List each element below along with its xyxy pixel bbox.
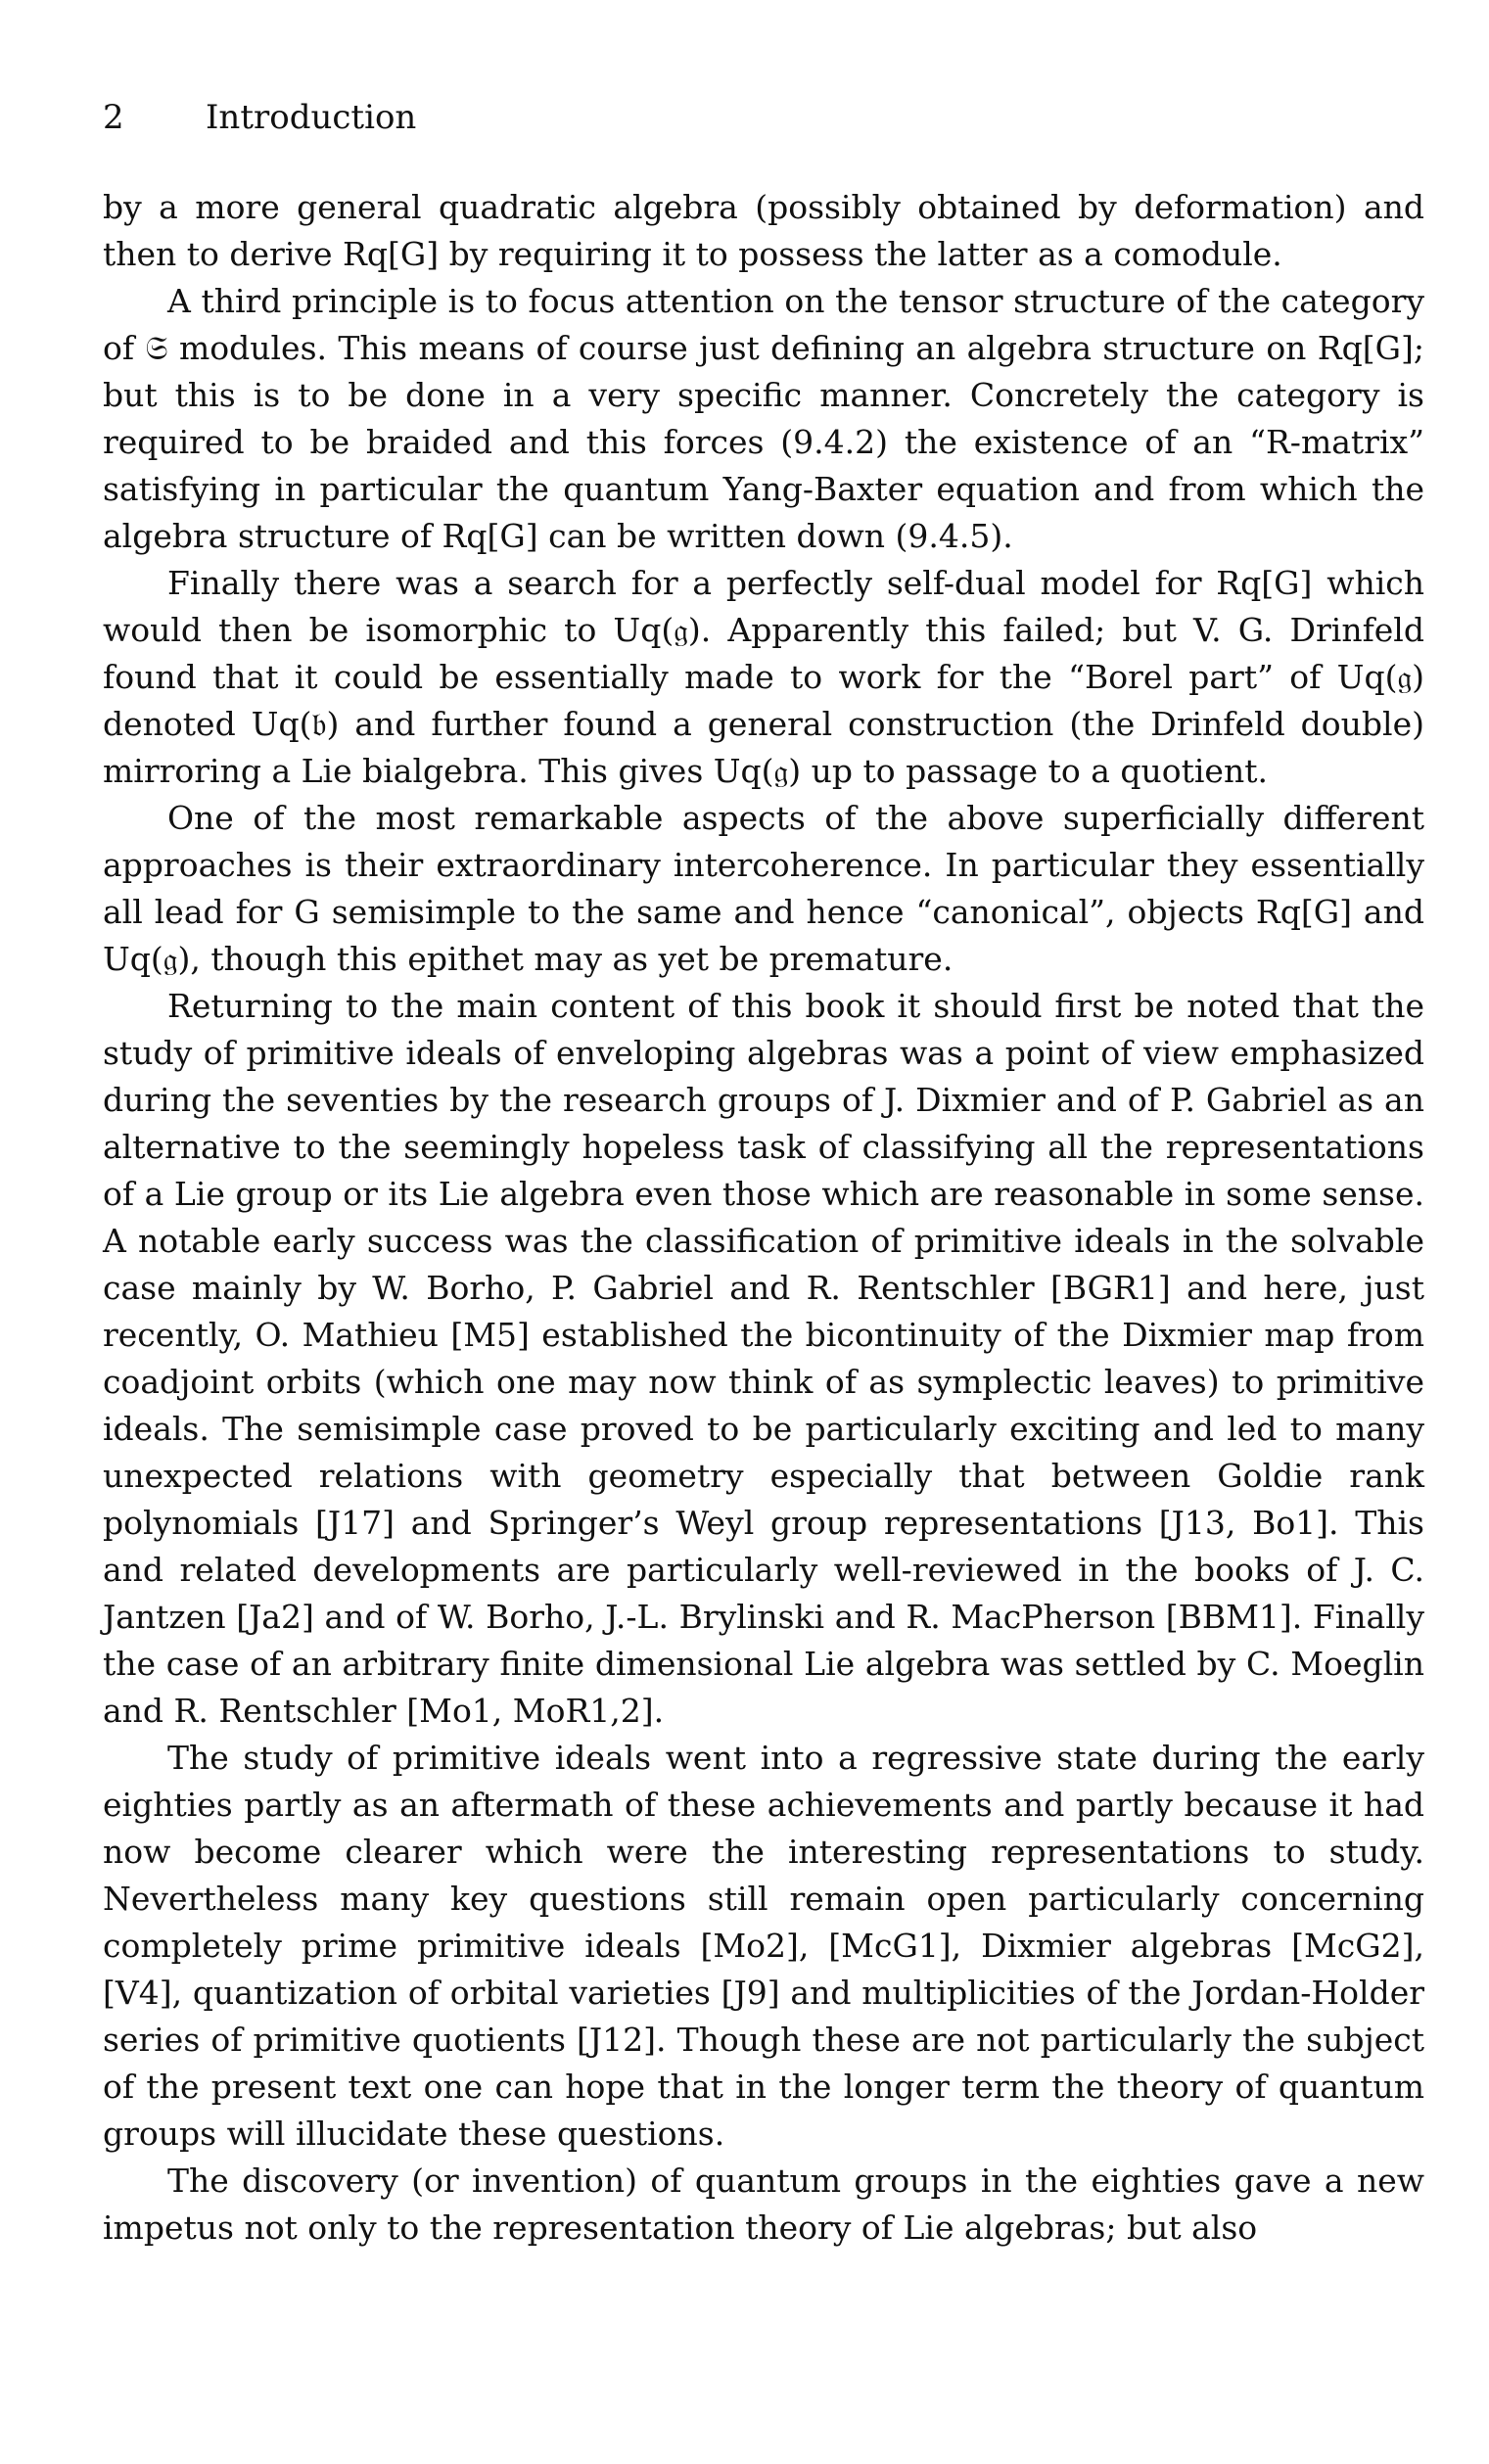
book-page [103,98,1424,2252]
section-title: Introduction [206,98,417,137]
body-text [103,184,1424,2252]
running-head [103,98,1424,137]
paragraph-7: The discovery (or invention) of quantum groups in the eighties gave a new impetus not only to the representation theory of Lie algebras; but also [103,2162,1424,2247]
paragraph-1: by a more general quadratic algebra (possibly obtained by deformation) and then to derive Rq[G] by requiring it to possess the latter as a comodule. [103,188,1424,273]
paragraph-2: A third principle is to focus attention on the tensor structure of the category of 𝔖 modules. This means of course just defining an algebra structure on Rq[G]; but this is to be done in a very specific manner. Concretely the category is required to be braided and this forces (9.4.2) the existence of an “R-matrix” satisfying in particular the quantum Yang-Baxter equation and from which the algebra structure of Rq[G] can be written down (9.4.5). [103,282,1424,555]
paragraph-4: One of the most remarkable aspects of the above superficially different approaches is their extraordinary intercoherence. In particular they essentially all lead for G semisimple to the same and hence “canonical”, objects Rq[G] and Uq(𝔤), though this epithet may as yet be premature. [103,799,1424,978]
page-number: 2 [103,98,124,137]
paragraph-5: Returning to the main content of this book it should first be noted that the study of primitive ideals of enveloping algebras was a point of view emphasized during the seventies by the research groups of J. Dixmier and of P. Gabriel as an alternative to the seemingly hopeless task of classifying all the representations of a Lie group or its Lie algebra even those which are reasonable in some sense. A notable early success was the classification of primitive ideals in the solvable case mainly by W. Borho, P. Gabriel and R. Rentschler [BGR1] and here, just recently, O. Mathieu [M5] established the bicontinuity of the Dixmier map from coadjoint orbits (which one may now think of as symplectic leaves) to primitive ideals. The semisimple case proved to be particularly exciting and led to many unexpected relations with geometry especially that between Goldie rank polynomials [J17] and Springer’s Weyl group representations [J13, Bo1]. This and related developments are particularly well-reviewed in the books of J. C. Jantzen [Ja2] and of W. Borho, J.-L. Brylinski and R. MacPherson [BBM1]. Finally the case of an arbitrary finite dimensional Lie algebra was settled by C. Moeglin and R. Rentschler [Mo1, MoR1,2]. [103,987,1424,1730]
paragraph-3: Finally there was a search for a perfectly self-dual model for Rq[G] which would then be isomorphic to Uq(𝔤). Apparently this failed; but V. G. Drinfeld found that it could be essentially made to work for the “Borel part” of Uq(𝔤) denoted Uq(𝔟) and further found a general construction (the Drinfeld double) mirroring a Lie bialgebra. This gives Uq(𝔤) up to passage to a quotient. [103,564,1424,790]
paragraph-6: The study of primitive ideals went into a regressive state during the early eighties partly as an aftermath of these achievements and partly because it had now become clearer which were the interesting representations to study. Nevertheless many key questions still remain open particularly concerning completely prime primitive ideals [Mo2], [McG1], Dixmier algebras [McG2], [V4], quantization of orbital varieties [J9] and multiplicities of the Jordan-Holder series of primitive quotients [J12]. Though these are not particularly the subject of the present text one can hope that in the longer term the theory of quantum groups will illucidate these questions. [103,1739,1424,2153]
